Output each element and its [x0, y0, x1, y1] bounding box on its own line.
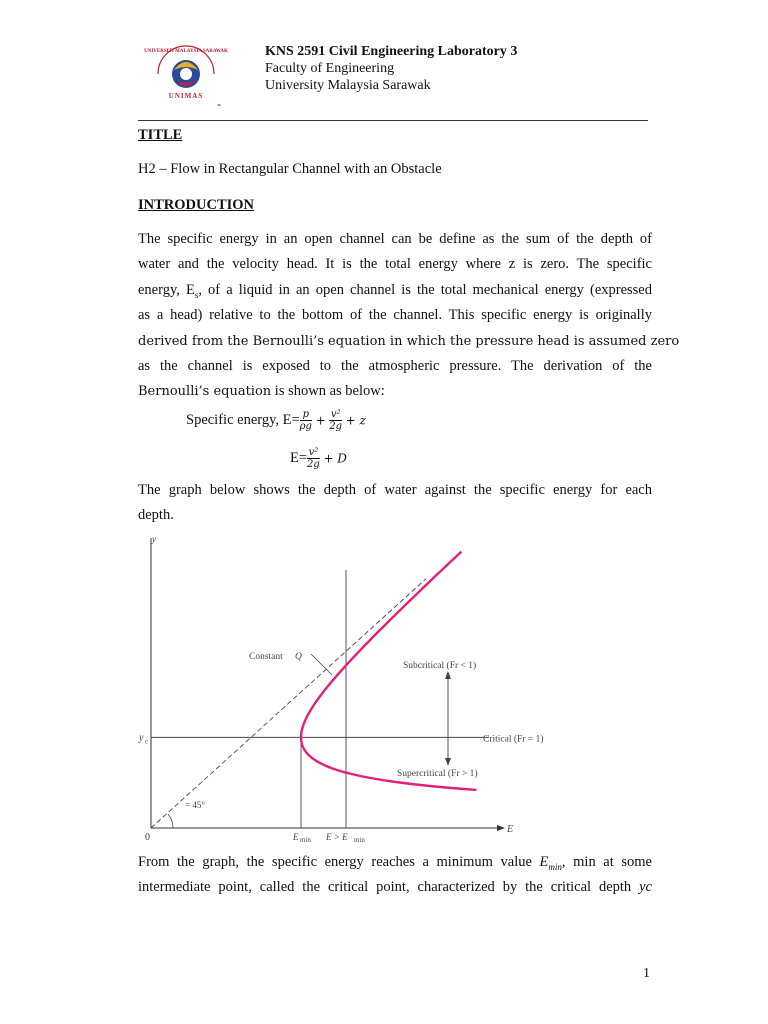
intro-line-5: derived from the Bernoulli’s equation in which the pressure head is assumed zero	[138, 333, 680, 349]
eq1-2g: 2g	[329, 421, 343, 432]
intro-line-3b: , of a liquid in an open channel is the total mechanical energy (expressed	[198, 281, 652, 298]
eq1-plus-z: + z	[345, 413, 366, 428]
introduction-heading: INTRODUCTION	[138, 197, 255, 213]
after-graph-line-1	[138, 850, 652, 875]
after-graph-emin-e: E	[539, 854, 549, 870]
eq1-v2: v²	[330, 409, 341, 420]
intro-line-6: as the channel is exposed to the atmospheric pressure. The derivation of the	[138, 357, 652, 374]
eq1-plus-1: +	[315, 413, 326, 428]
header-dash: -	[217, 97, 221, 111]
logo-bottom-text: UNIMAS	[168, 92, 204, 100]
yc-label: y	[139, 732, 144, 744]
faculty-name: Faculty of Engineering	[265, 61, 395, 76]
university-logo	[144, 40, 228, 104]
emin-sub-label: min	[300, 836, 311, 844]
x-axis-label: E	[507, 824, 514, 835]
eq1-velocity-fraction	[329, 409, 342, 432]
eq2-v2: v²	[308, 447, 319, 458]
eq1-label: Specific energy, E=	[186, 412, 300, 428]
angle-label: = 45°	[185, 800, 205, 810]
title-heading: TITLE	[138, 127, 183, 143]
intro-paragraph	[138, 227, 680, 405]
title-text: H2 – Flow in Rectangular Channel with an Obstacle	[138, 161, 442, 177]
intro-line-2: water and the velocity head. It is the total energy where z is zero. The specific	[138, 256, 652, 273]
eq1-rhog: ρg	[299, 421, 312, 432]
equation-1	[186, 409, 366, 432]
critical-label: Critical (Fr = 1)	[483, 734, 544, 745]
bernoulli-term: Bernoulli’s equation	[138, 384, 272, 400]
arrow-up-icon	[445, 671, 451, 679]
graph-intro-line-1: The graph below shows the depth of water against the specific energy for each	[138, 482, 652, 498]
angle-arc	[168, 814, 173, 828]
emin-label: E	[293, 832, 299, 842]
graph-intro	[138, 478, 652, 529]
supercritical-label: Supercritical (Fr > 1)	[397, 769, 478, 779]
yc-sub-label: c	[145, 737, 149, 746]
intro-line-4: as a head) relative to the bottom of the channel. This specific energy is originally	[138, 307, 652, 324]
y-axis-label: y	[152, 534, 156, 544]
logo-arc-text: UNIVERSITI MALAYSIA SARAWAK	[144, 49, 228, 54]
intro-line-3a: energy, E	[138, 281, 195, 298]
intro-line-1: The specific energy in an open channel can be define as the sum of the depth of	[138, 231, 652, 247]
origin-label: 0	[145, 832, 150, 843]
after-graph-emin-sub: min	[548, 861, 562, 872]
eq2-label: E=	[290, 450, 308, 466]
constant-q-leader	[311, 654, 332, 675]
after-graph-yc: yc	[639, 879, 652, 896]
after-graph-line-1b: , min at some	[561, 854, 652, 870]
graph-intro-line-2: depth.	[138, 507, 174, 524]
x-axis-arrow-icon	[497, 825, 505, 831]
arrow-down-icon	[445, 758, 451, 766]
subcritical-label: Subcritical (Fr < 1)	[403, 661, 477, 671]
eq2-velocity-fraction	[307, 447, 320, 470]
eq2-2g: 2g	[307, 459, 320, 470]
page-number: 1	[643, 966, 650, 981]
eq2-plus-d: + D	[323, 451, 347, 466]
e-equals-y-dashed-line	[151, 579, 426, 828]
equation-2	[290, 447, 347, 470]
e-gt-emin-label: E > E	[326, 832, 348, 842]
intro-line-7b: is shown as below:	[271, 383, 385, 400]
unimas-logo-icon	[144, 40, 228, 104]
constant-q-label: Constant	[249, 652, 283, 662]
intro-line-3-sub: s	[194, 289, 199, 300]
after-graph-line-2a: intermediate point, called the critical point, characterized by the critical depth	[138, 879, 640, 896]
constant-q-var: Q	[295, 652, 302, 662]
intro-line-3	[138, 278, 652, 303]
header-rule	[138, 120, 648, 121]
after-graph-line-1a: From the graph, the specific energy reaches a minimum value	[138, 854, 540, 870]
eq1-pressure-fraction	[300, 409, 312, 432]
after-graph-paragraph	[138, 850, 652, 901]
e-gt-emin-sub-label: min	[354, 836, 365, 844]
eq1-p: p	[300, 409, 312, 421]
after-graph-line-2	[138, 875, 652, 900]
university-name: University Malaysia Sarawak	[265, 78, 431, 93]
intro-line-7	[138, 379, 652, 404]
specific-energy-chart	[138, 532, 544, 847]
course-title: KNS 2591 Civil Engineering Laboratory 3	[265, 44, 518, 59]
